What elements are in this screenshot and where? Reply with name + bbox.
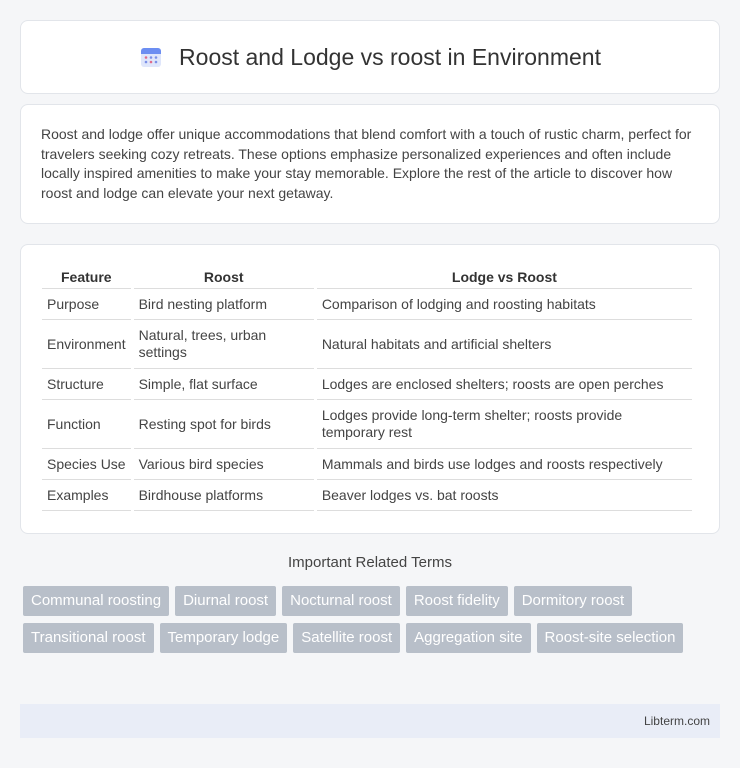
table-cell: Function: [42, 400, 131, 449]
comparison-table: [39, 265, 695, 511]
tag-temporary-lodge[interactable]: Temporary lodge: [160, 623, 288, 653]
calendar-icon: [139, 45, 163, 69]
tag-roost-fidelity[interactable]: Roost fidelity: [406, 586, 508, 616]
table-row: [42, 320, 692, 369]
table-cell: Mammals and birds use lodges and roosts respectively: [317, 449, 692, 480]
table-cell: Comparison of lodging and roosting habitats: [317, 289, 692, 320]
tag-transitional-roost[interactable]: Transitional roost: [23, 623, 154, 653]
table-cell: Various bird species: [134, 449, 314, 480]
table-row: [42, 289, 692, 320]
table-cell: Species Use: [42, 449, 131, 480]
table-row: [42, 400, 692, 449]
footer-link[interactable]: Libterm.com: [643, 714, 710, 728]
header-roost: Roost: [134, 265, 314, 289]
table-cell: Lodges are enclosed shelters; roosts are open perches: [317, 369, 692, 400]
page-title: Roost and Lodge vs roost in Environment: [179, 43, 601, 70]
table-cell: Simple, flat surface: [134, 369, 314, 400]
tag-satellite-roost[interactable]: Satellite roost: [293, 623, 400, 653]
table-row: [42, 449, 692, 480]
intro-text: Roost and lodge offer unique accommodations that blend comfort with a touch of rustic charm, perfect for travelers seeking cozy retreats. These options emphasize personalized experiences and often include locally inspired amenities to make your stay memorable. Explore the rest of the article to discover how roost and lodge can elevate your next getaway.: [41, 126, 692, 201]
table-cell: Bird nesting platform: [134, 289, 314, 320]
intro-card: [20, 104, 720, 224]
table-cell: Natural, trees, urban settings: [134, 320, 314, 369]
table-row: [42, 369, 692, 400]
table-cell: Beaver lodges vs. bat roosts: [317, 480, 692, 511]
table-cell: Environment: [42, 320, 131, 369]
tag-dormitory-roost[interactable]: Dormitory roost: [514, 586, 633, 616]
table-cell: Structure: [42, 369, 131, 400]
table-header-row: [42, 265, 692, 289]
table-row: [42, 480, 692, 511]
header-feature: Feature: [42, 265, 131, 289]
table-cell: Purpose: [42, 289, 131, 320]
related-terms-list: [23, 586, 713, 660]
related-terms-title: Important Related Terms: [288, 554, 452, 571]
tag-roost-site-selection[interactable]: Roost-site selection: [537, 623, 684, 653]
table-cell: Natural habitats and artificial shelters: [317, 320, 692, 369]
tag-diurnal-roost[interactable]: Diurnal roost: [175, 586, 276, 616]
comparison-card: [20, 244, 720, 534]
table-cell: Examples: [42, 480, 131, 511]
footer: [20, 704, 720, 738]
table-cell: Lodges provide long-term shelter; roosts provide temporary rest: [317, 400, 692, 449]
header-lodge-vs-roost: Lodge vs Roost: [317, 265, 692, 289]
table-cell: Birdhouse platforms: [134, 480, 314, 511]
header-card: [20, 20, 720, 94]
table-cell: Resting spot for birds: [134, 400, 314, 449]
tag-nocturnal-roost[interactable]: Nocturnal roost: [282, 586, 400, 616]
tag-aggregation-site[interactable]: Aggregation site: [406, 623, 530, 653]
tag-communal-roosting[interactable]: Communal roosting: [23, 586, 169, 616]
